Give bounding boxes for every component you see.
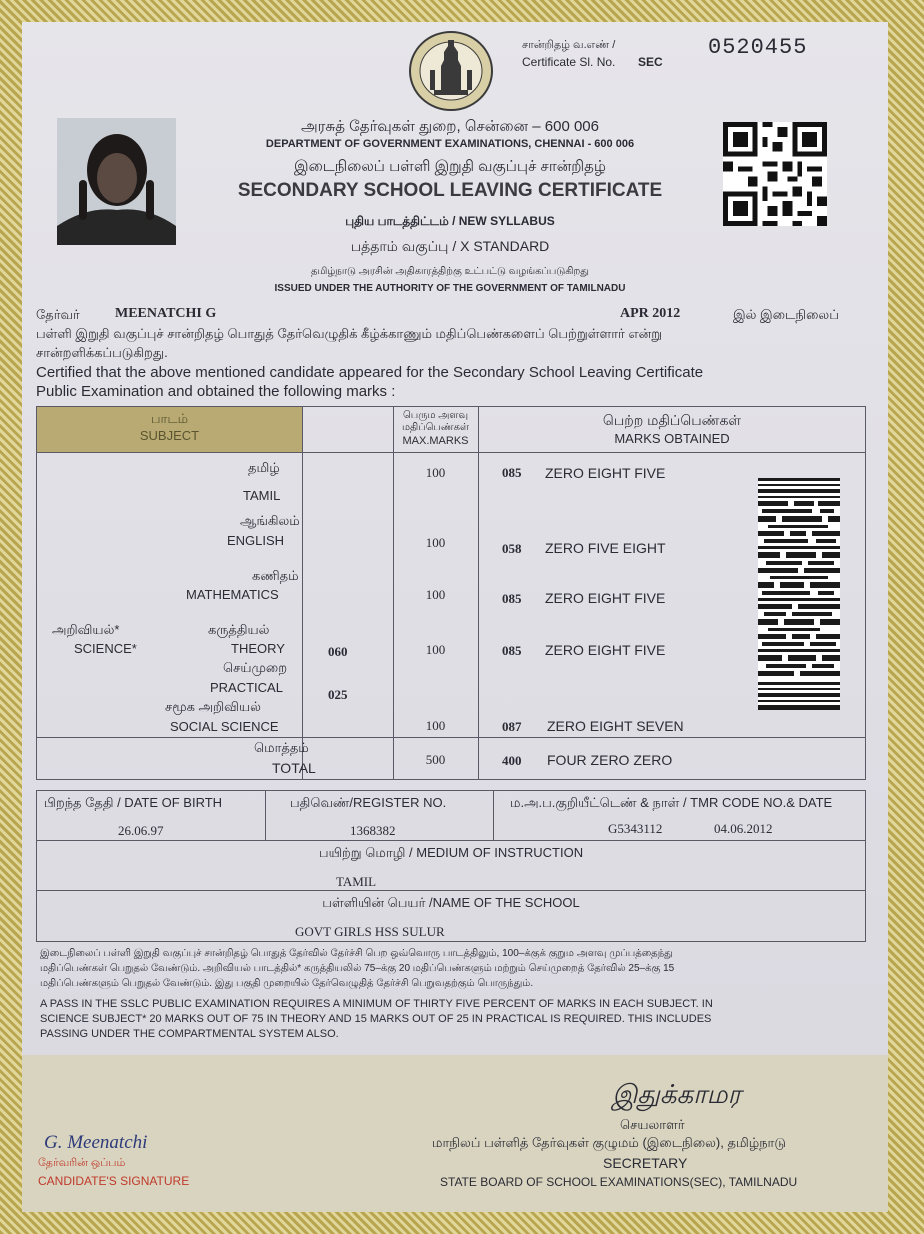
certificate-title-tamil: இடைநிலைப் பள்ளி இறுதி வகுப்புச் சான்றிதழ் [294, 158, 606, 175]
max-marks: 100 [425, 587, 446, 602]
syllabus-label: புதிய பாடத்திட்டம் / NEW SYLLABUS [345, 214, 555, 228]
note-english-3: PASSING UNDER THE COMPARTMENTAL SYSTEM ALSO. [40, 1028, 339, 1040]
marks-value: 085 [502, 465, 522, 480]
theory-tamil: கருத்தியல் [208, 622, 270, 637]
theory-label: THEORY [231, 641, 285, 656]
school-name: GOVT GIRLS HSS SULUR [295, 924, 445, 939]
candidate-prefix-tamil: தேர்வர் [36, 307, 80, 322]
max-marks: 100 [425, 642, 446, 657]
board-label: STATE BOARD OF SCHOOL EXAMINATIONS(SEC), TAMILNADU [440, 1175, 798, 1189]
medium-of-instruction: TAMIL [335, 874, 377, 889]
secretary-label: SECRETARY [603, 1155, 688, 1171]
table-divider [478, 406, 479, 780]
table-divider [36, 452, 866, 453]
max-header: MAX.MARKS [402, 435, 469, 447]
table-divider [36, 737, 866, 738]
max-header-tamil-2: மதிப்பெண்கள் [401, 422, 470, 433]
social-science: SOCIAL SCIENCE [170, 719, 279, 734]
note-tamil-2: மதிப்பெண்கள் பெறுதல் வேண்டும். அறிவியல் பாடத்தில்* கருத்தியலில் 75–க்கு 20 மதிப்பெண்களும் மற்றும் செய்முறைத் தேர்வில் 25–க்கு 15 [40, 963, 675, 974]
subject-tamil: TAMIL [243, 488, 281, 503]
marks-words: ZERO EIGHT SEVEN [547, 718, 684, 734]
candidate-name: MEENATCHI G [115, 306, 217, 321]
secretary-signature: இதுக்காமர [612, 1080, 742, 1109]
candidate-line2-tamil: பள்ளி இறுதி வகுப்புச் சான்றிதழ் பொதுத் தேர்வெழுதிக் கீழ்க்காணும் மதிப்பெண்களைப் பெற்றுள்ளார் என்று [36, 326, 663, 341]
practical-part-marks: 025 [328, 687, 348, 702]
qr-code [723, 122, 827, 226]
certified-text-2: Public Examination and obtained the following marks : [36, 383, 396, 400]
candidate-photo [57, 118, 176, 245]
medium-label: பயிற்று மொழி / MEDIUM OF INSTRUCTION [318, 845, 584, 860]
certificate-title: SECONDARY SCHOOL LEAVING CERTIFICATE [237, 180, 663, 201]
subject-header: SUBJECT [139, 428, 200, 443]
candidate-signature-label: CANDIDATE'S SIGNATURE [38, 1174, 190, 1188]
note-tamil-1: இடைநிலைப் பள்ளி இறுதி வகுப்புச் சான்றிதழ் பொதுத் தேர்வில் தேர்ச்சி பெற ஒவ்வொரு பாடத்திலும், 100–க்குக் குறும அளவு முப்பத்தைந்து [40, 948, 673, 959]
candidate-signature: G. Meenatchi [44, 1132, 148, 1153]
marks-value: 085 [502, 591, 522, 606]
date-of-birth: 26.06.97 [118, 823, 164, 838]
tamilnadu-emblem [408, 30, 494, 112]
certificate-serial-number: 0520455 [708, 35, 808, 60]
science-tamil: அறிவியல்* [52, 622, 120, 637]
science-label: SCIENCE* [74, 641, 137, 656]
max-marks: 100 [425, 535, 446, 550]
max-marks: 100 [425, 718, 446, 733]
details-divider [36, 890, 866, 891]
tmr-code: G5343112 [608, 821, 663, 836]
max-header-tamil-1: பெரும அளவு [402, 410, 469, 421]
subject-tamil-tamil: தமிழ் [248, 460, 280, 475]
subject-maths: MATHEMATICS [186, 587, 279, 602]
max-marks: 100 [425, 465, 446, 480]
total-label: TOTAL [272, 760, 316, 776]
details-table [36, 790, 866, 942]
board-tamil: மாநிலப் பள்ளித் தேர்வுகள் குழுமம் (இடைநிலை), தமிழ்நாடு [432, 1135, 786, 1150]
table-divider [302, 406, 303, 780]
exam-session: APR 2012 [620, 306, 681, 321]
secretary-tamil: செயலாளர் [620, 1117, 685, 1132]
serial-label: Certificate Sl. No. [522, 55, 616, 69]
theory-part-marks: 060 [328, 644, 348, 659]
school-label: பள்ளியின் பெயர் /NAME OF THE SCHOOL [322, 895, 580, 910]
candidate-line3-tamil: சான்றளிக்கப்படுகிறது. [36, 345, 168, 360]
marks-value: 087 [502, 719, 522, 734]
issued-english: ISSUED UNDER THE AUTHORITY OF THE GOVERNMENT OF TAMILNADU [274, 283, 626, 294]
tmr-date: 04.06.2012 [714, 821, 773, 836]
marks-barcode [758, 478, 840, 710]
subject-english-tamil: ஆங்கிலம் [240, 513, 300, 528]
register-label: பதிவெண்/REGISTER NO. [290, 795, 447, 810]
details-divider [36, 840, 866, 841]
note-tamil-3: மதிப்பெண்களும் பெறுதல் வேண்டும். இது பகுதி முறையில் தேர்வெழுதித் தேர்ச்சி பெறுவதற்கும் பொருந்தும். [40, 978, 534, 989]
issued-tamil: தமிழ்நாடு அரசின் அதிகாரத்திற்கு உட்பட்டு வழங்கப்படுகிறது [311, 266, 589, 277]
marks-words: ZERO EIGHT FIVE [545, 590, 666, 606]
department-tamil: அரசுத் தேர்வுகள் துறை, சென்னை – 600 006 [301, 118, 599, 135]
marks-words: ZERO EIGHT FIVE [545, 465, 666, 481]
marks-words: ZERO EIGHT FIVE [545, 642, 666, 658]
tmr-label: ம.அ.ப.குறியீட்டெண் & நாள் / TMR CODE NO.& DATE [510, 795, 833, 810]
candidate-signature-tamil: தேர்வரின் ஒப்பம் [38, 1157, 126, 1169]
department-english: DEPARTMENT OF GOVERNMENT EXAMINATIONS, CHENNAI - 600 006 [265, 138, 635, 150]
subject-maths-tamil: கணிதம் [252, 568, 299, 583]
marks-value: 058 [502, 541, 522, 556]
candidate-photo-image [57, 118, 176, 245]
subject-english: ENGLISH [227, 533, 285, 548]
social-science-tamil: சமூக அறிவியல் [165, 699, 261, 714]
total-tamil: மொத்தம் [254, 740, 309, 755]
subject-header-tamil: பாடம் [150, 411, 189, 426]
practical-tamil: செய்முறை [223, 660, 288, 675]
details-divider [493, 790, 494, 840]
total-marks: 400 [502, 753, 522, 768]
total-max: 500 [425, 752, 446, 767]
marks-words: ZERO FIVE EIGHT [545, 540, 666, 556]
serial-label-tamil: சான்றிதழ் வ.எண் / [522, 39, 616, 51]
register-number: 1368382 [350, 823, 396, 838]
dob-label: பிறந்த தேதி / DATE OF BIRTH [44, 795, 223, 810]
note-english-1: A PASS IN THE SSLC PUBLIC EXAMINATION REQUIRES A MINIMUM OF THIRTY FIVE PERCENT OF MARKS IN EACH SUBJECT. IN [40, 998, 713, 1010]
standard-label: பத்தாம் வகுப்பு / X STANDARD [350, 238, 550, 254]
details-divider [265, 790, 266, 840]
obtained-header: MARKS OBTAINED [614, 431, 730, 446]
marks-value: 085 [502, 643, 522, 658]
total-words: FOUR ZERO ZERO [547, 752, 673, 768]
candidate-suffix-tamil: இல் இடைநிலைப் [733, 307, 839, 322]
serial-sec: SEC [638, 55, 663, 69]
certified-text: Certified that the above mentioned candidate appeared for the Secondary School Leaving Certificate [36, 364, 704, 381]
note-english-2: SCIENCE SUBJECT* 20 MARKS OUT OF 75 IN THEORY AND 15 MARKS OUT OF 25 IN PRACTICAL IS REQUIRED. THIS INCLUDES [40, 1013, 712, 1025]
obtained-header-tamil: பெற்ற மதிப்பெண்கள் [602, 412, 742, 428]
practical-label: PRACTICAL [210, 680, 283, 695]
